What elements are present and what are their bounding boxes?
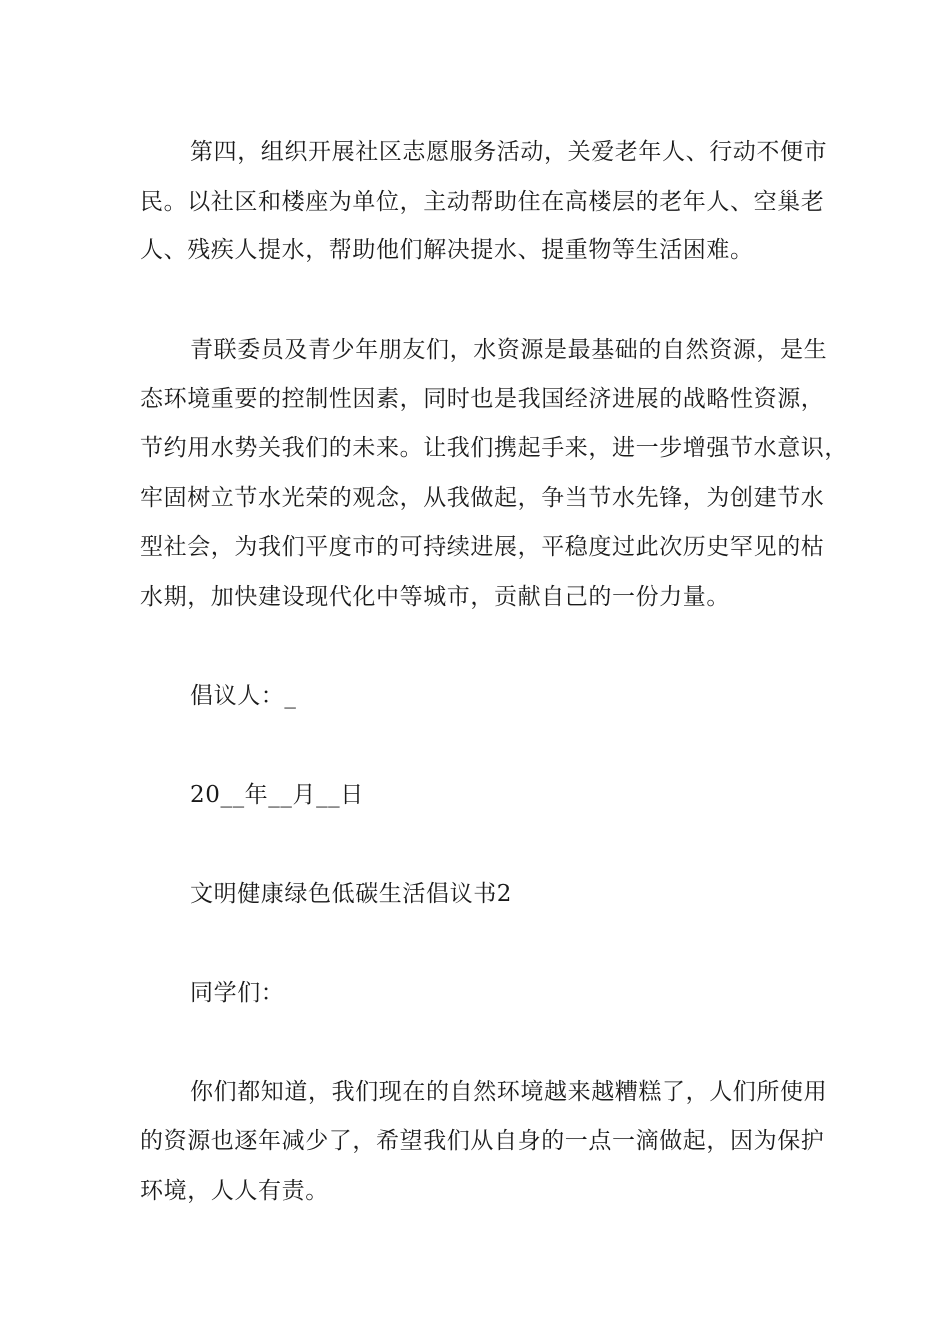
signature-line: 倡议人：_	[190, 683, 297, 709]
section-title: 文明健康绿色低碳生活倡议书2	[190, 881, 513, 907]
text-line: 型社会，为我们平度市的可持续进展，平稳度过此次历史罕见的枯	[140, 534, 825, 560]
greeting: 同学们：	[190, 980, 285, 1006]
text-line: 民。以社区和楼座为单位，主动帮助住在高楼层的老年人、空巢老	[140, 189, 825, 215]
text-line: 节约用水势关我们的未来。让我们携起手来，进一步增强节水意识，	[140, 435, 848, 461]
text-line: 水期，加快建设现代化中等城市，贡献自己的一份力量。	[140, 584, 730, 610]
text-line: 青联委员及青少年朋友们，水资源是最基础的自然资源，是生	[190, 337, 828, 363]
text-line: 人、残疾人提水，帮助他们解决提水、提重物等生活困难。	[140, 237, 754, 263]
text-line: 环境，人人有责。	[140, 1178, 329, 1204]
text-line: 你们都知道，我们现在的自然环境越来越糟糕了，人们所使用	[190, 1079, 828, 1105]
text-line: 牢固树立节水光荣的观念，从我做起，争当节水先锋，为创建节水	[140, 485, 825, 511]
text-line: 态环境重要的控制性因素，同时也是我国经济进展的战略性资源，	[140, 386, 825, 412]
text-line: 第四，组织开展社区志愿服务活动，关爱老年人、行动不便市	[190, 139, 828, 165]
text-line: 的资源也逐年减少了，希望我们从自身的一点一滴做起，因为保护	[140, 1128, 825, 1154]
date-line: 20__年__月__日	[190, 782, 364, 808]
